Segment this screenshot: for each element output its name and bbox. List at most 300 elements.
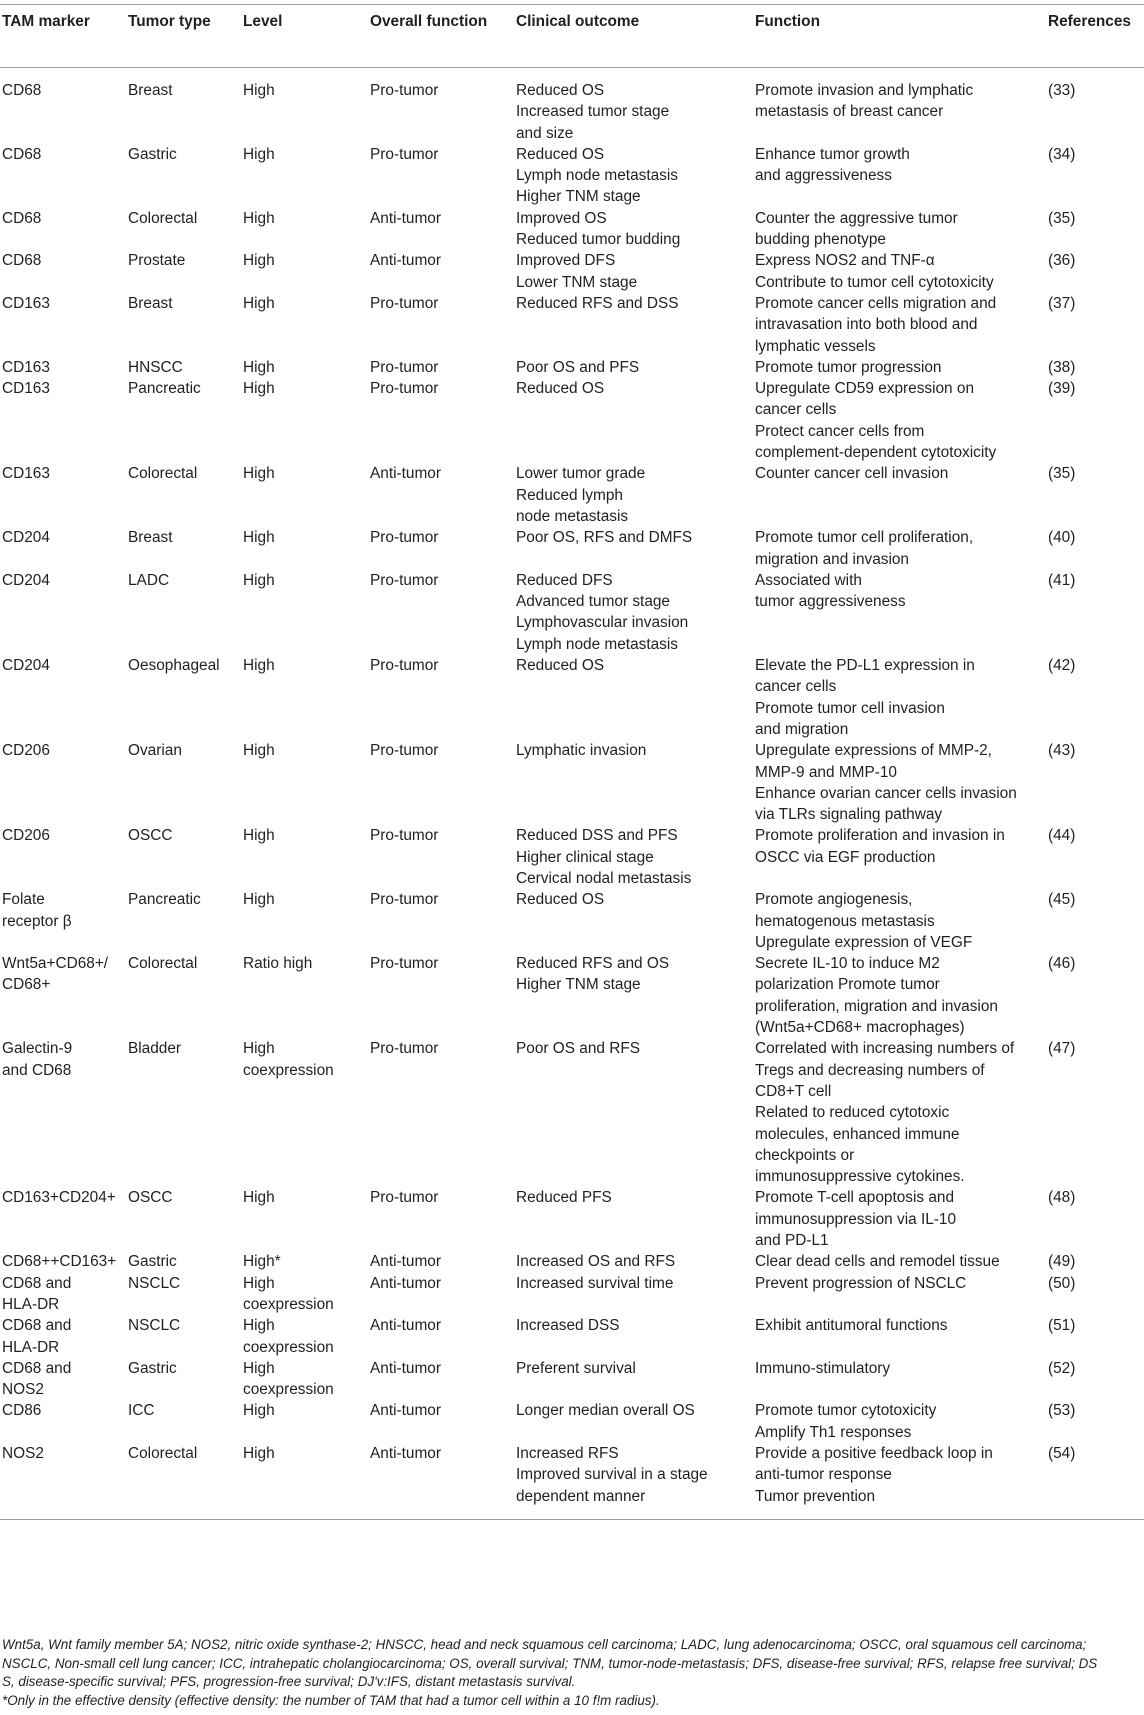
cell-tam-marker bbox=[0, 208, 128, 251]
cell-line: High bbox=[243, 252, 275, 270]
cell-line: Lymphovascular invasion bbox=[516, 614, 689, 632]
cell-line: Ratio high bbox=[243, 955, 313, 973]
cell-line: Pancreatic bbox=[128, 891, 201, 909]
cell-line: Lymphatic invasion bbox=[516, 742, 647, 760]
cell-tam-marker bbox=[0, 357, 128, 378]
cell-overall-function bbox=[370, 208, 516, 251]
cell-tam-marker bbox=[0, 1315, 128, 1358]
cell-tumor-type bbox=[128, 1038, 243, 1187]
cell-level bbox=[243, 1273, 370, 1316]
cell-level bbox=[243, 1315, 370, 1358]
cell-level bbox=[243, 1400, 370, 1443]
cell-overall-function bbox=[370, 293, 516, 357]
cell-line: ICC bbox=[128, 1402, 155, 1420]
cell-line: migration and invasion bbox=[755, 550, 909, 568]
cell-line: Pro-tumor bbox=[370, 145, 439, 163]
table-row bbox=[0, 527, 1144, 570]
cell-line: Secrete IL-10 to induce M2 bbox=[755, 955, 940, 973]
cell-reference: (36) bbox=[1048, 252, 1076, 270]
cell-line: Pancreatic bbox=[128, 380, 201, 398]
cell-line: immunosuppression via IL-10 bbox=[755, 1210, 957, 1228]
cell-line: Lower tumor grade bbox=[516, 465, 646, 483]
cell-line: CD68++CD163+ bbox=[2, 1253, 117, 1271]
cell-reference: (34) bbox=[1048, 145, 1076, 163]
cell-line: Improved DFS bbox=[516, 252, 616, 270]
table-row bbox=[0, 1038, 1144, 1187]
cell-line: High bbox=[243, 1402, 275, 1420]
cell-reference: (50) bbox=[1048, 1274, 1076, 1292]
cell-clinical-outcome bbox=[516, 1251, 755, 1272]
header-row bbox=[0, 5, 1144, 68]
cell-line: Upregulate CD59 expression on bbox=[755, 380, 975, 398]
footnote-line: NSCLC, Non-small cell lung cancer; ICC, intrahepatic cholangiocarcinoma; OS, overall survival; TNM, tumor-node-metastasis; DFS, disease-free survival; RFS, relapse free survival; DS bbox=[2, 1655, 1098, 1671]
cell-line: High bbox=[243, 294, 275, 312]
header-tam-marker: TAM marker bbox=[0, 5, 128, 68]
footnote-line: S, disease-specific survival; PFS, progression-free survival; DJ'v:IFS, distant metastasis survival. bbox=[2, 1674, 576, 1690]
cell-tumor-type bbox=[128, 953, 243, 1038]
cell-reference: (44) bbox=[1048, 827, 1076, 845]
cell-tam-marker bbox=[0, 889, 128, 953]
cell-tam-marker bbox=[0, 1187, 128, 1251]
cell-line: Associated with bbox=[755, 571, 862, 589]
cell-line: and aggressiveness bbox=[755, 167, 892, 185]
cell-line: Colorectal bbox=[128, 465, 198, 483]
cell-line: Improved survival in a stage bbox=[516, 1466, 708, 1484]
cell-line: and size bbox=[516, 124, 574, 142]
cell-level bbox=[243, 1358, 370, 1401]
header-level: Level bbox=[243, 5, 370, 68]
cell-overall-function bbox=[370, 144, 516, 208]
cell-function bbox=[755, 463, 1048, 527]
cell-reference: (46) bbox=[1048, 955, 1076, 973]
cell-clinical-outcome bbox=[516, 357, 755, 378]
cell-overall-function bbox=[370, 463, 516, 527]
table-row bbox=[0, 889, 1144, 953]
cell-level bbox=[243, 953, 370, 1038]
cell-line: Anti-tumor bbox=[370, 1317, 441, 1335]
header-clinical-outcome: Clinical outcome bbox=[516, 5, 755, 68]
cell-clinical-outcome bbox=[516, 68, 755, 144]
cell-line: via TLRs signaling pathway bbox=[755, 806, 943, 824]
cell-level bbox=[243, 1187, 370, 1251]
cell-function bbox=[755, 208, 1048, 251]
cell-line: proliferation, migration and invasion bbox=[755, 997, 998, 1015]
table-row bbox=[0, 144, 1144, 208]
cell-line: CD68 bbox=[2, 82, 42, 99]
cell-line: Wnt5a+CD68+/ bbox=[2, 955, 109, 973]
cell-line: Reduced OS bbox=[516, 891, 605, 909]
cell-tam-marker bbox=[0, 740, 128, 825]
cell-line: Immuno-stimulatory bbox=[755, 1359, 891, 1377]
cell-line: Correlated with increasing numbers of bbox=[755, 1040, 1015, 1058]
cell-reference: (41) bbox=[1048, 571, 1076, 589]
cell-line: High bbox=[243, 1189, 275, 1207]
table-row bbox=[0, 1443, 1144, 1519]
table-row bbox=[0, 570, 1144, 655]
cell-function bbox=[755, 825, 1048, 889]
cell-tumor-type bbox=[128, 655, 243, 740]
cell-tumor-type bbox=[128, 250, 243, 293]
table-row bbox=[0, 1187, 1144, 1251]
cell-clinical-outcome bbox=[516, 378, 755, 463]
cell-level bbox=[243, 889, 370, 953]
cell-line: Colorectal bbox=[128, 955, 198, 973]
cell-line: Poor OS, RFS and DMFS bbox=[516, 529, 693, 547]
cell-line: Pro-tumor bbox=[370, 657, 439, 675]
cell-line: Preferent survival bbox=[516, 1359, 636, 1377]
cell-line: molecules, enhanced immune bbox=[755, 1125, 960, 1143]
cell-line: node metastasis bbox=[516, 507, 629, 525]
cell-line: Colorectal bbox=[128, 209, 198, 227]
cell-line: HNSCC bbox=[128, 358, 183, 376]
cell-line: tumor aggressiveness bbox=[755, 593, 906, 611]
cell-line: High* bbox=[243, 1253, 281, 1271]
cell-line: checkpoints or bbox=[755, 1146, 855, 1164]
cell-function bbox=[755, 953, 1048, 1038]
cell-line: NOS2 bbox=[2, 1381, 44, 1399]
cell-tumor-type bbox=[128, 527, 243, 570]
cell-clinical-outcome bbox=[516, 1358, 755, 1401]
cell-tumor-type bbox=[128, 293, 243, 357]
cell-line: High bbox=[243, 742, 275, 760]
cell-function bbox=[755, 293, 1048, 357]
cell-overall-function bbox=[370, 1251, 516, 1272]
table-row bbox=[0, 1358, 1144, 1401]
cell-line: Pro-tumor bbox=[370, 955, 439, 973]
cell-line: CD204 bbox=[2, 571, 50, 589]
cell-level bbox=[243, 1038, 370, 1187]
cell-line: Breast bbox=[128, 529, 173, 547]
footnote-line: *Only in the effective density (effective density: the number of TAM that had a tumor cell within a 10 f!m radius). bbox=[2, 1692, 660, 1708]
cell-clinical-outcome bbox=[516, 1187, 755, 1251]
cell-line: Promote proliferation and invasion in bbox=[755, 827, 1005, 845]
cell-line: CD86 bbox=[2, 1402, 42, 1420]
cell-line: Bladder bbox=[128, 1040, 182, 1058]
cell-overall-function bbox=[370, 1315, 516, 1358]
cell-level bbox=[243, 1251, 370, 1272]
cell-line: Lymph node metastasis bbox=[516, 167, 678, 185]
cell-clinical-outcome bbox=[516, 1443, 755, 1519]
footnote-line: Wnt5a, Wnt family member 5A; NOS2, nitric oxide synthase-2; HNSCC, head and neck squamous cell carcinoma; LADC, lung adenocarcinoma; OSCC, oral squamous cell carcinoma; bbox=[2, 1637, 1087, 1652]
cell-line: coexpression bbox=[243, 1381, 334, 1399]
cell-line: CD8+T cell bbox=[755, 1082, 832, 1100]
cell-line: Pro-tumor bbox=[370, 571, 439, 589]
cell-clinical-outcome bbox=[516, 527, 755, 570]
cell-line: CD163 bbox=[2, 358, 50, 376]
cell-line: CD163 bbox=[2, 465, 50, 483]
cell-tam-marker bbox=[0, 144, 128, 208]
cell-line: Colorectal bbox=[128, 1445, 198, 1462]
cell-line: Pro-tumor bbox=[370, 827, 439, 845]
cell-overall-function bbox=[370, 953, 516, 1038]
cell-line: LADC bbox=[128, 571, 170, 589]
cell-line: hematogenous metastasis bbox=[755, 912, 935, 930]
cell-line: Provide a positive feedback loop in bbox=[755, 1445, 993, 1462]
cell-overall-function bbox=[370, 378, 516, 463]
cell-tumor-type bbox=[128, 570, 243, 655]
cell-line: cancer cells bbox=[755, 678, 837, 696]
table-row bbox=[0, 740, 1144, 825]
cell-tumor-type bbox=[128, 1251, 243, 1272]
cell-line: Reduced OS bbox=[516, 145, 605, 163]
cell-level bbox=[243, 357, 370, 378]
cell-tumor-type bbox=[128, 463, 243, 527]
cell-tumor-type bbox=[128, 1187, 243, 1251]
cell-line: Reduced OS bbox=[516, 82, 605, 99]
cell-line: Pro-tumor bbox=[370, 380, 439, 398]
tam-marker-table bbox=[0, 4, 1144, 1520]
cell-level bbox=[243, 68, 370, 144]
cell-line: Promote tumor cell invasion bbox=[755, 699, 945, 717]
cell-overall-function bbox=[370, 740, 516, 825]
cell-line: Anti-tumor bbox=[370, 1274, 441, 1292]
cell-line: and PD-L1 bbox=[755, 1232, 829, 1250]
cell-clinical-outcome bbox=[516, 655, 755, 740]
cell-function bbox=[755, 1187, 1048, 1251]
cell-line: CD68 bbox=[2, 252, 42, 270]
cell-line: Higher TNM stage bbox=[516, 188, 641, 206]
cell-line: Protect cancer cells from bbox=[755, 422, 925, 440]
cell-line: Counter cancer cell invasion bbox=[755, 465, 949, 483]
cell-clinical-outcome bbox=[516, 293, 755, 357]
cell-line: receptor β bbox=[2, 912, 72, 930]
cell-reference: (51) bbox=[1048, 1317, 1076, 1335]
cell-clinical-outcome bbox=[516, 953, 755, 1038]
cell-line: Pro-tumor bbox=[370, 1189, 439, 1207]
cell-reference: (52) bbox=[1048, 1359, 1076, 1377]
cell-line: Prostate bbox=[128, 252, 186, 270]
cell-line: coexpression bbox=[243, 1295, 334, 1313]
cell-function bbox=[755, 250, 1048, 293]
cell-line: Oesophageal bbox=[128, 657, 220, 675]
cell-line: High bbox=[243, 1317, 275, 1335]
cell-clinical-outcome bbox=[516, 1273, 755, 1316]
cell-level bbox=[243, 527, 370, 570]
cell-line: Anti-tumor bbox=[370, 1445, 441, 1462]
cell-clinical-outcome bbox=[516, 208, 755, 251]
cell-tam-marker bbox=[0, 527, 128, 570]
cell-line: High bbox=[243, 1445, 275, 1462]
cell-line: Increased survival time bbox=[516, 1274, 674, 1292]
cell-overall-function bbox=[370, 1187, 516, 1251]
cell-level bbox=[243, 463, 370, 527]
cell-line: Folate bbox=[2, 891, 45, 909]
cell-line: intravasation into both blood and bbox=[755, 316, 978, 334]
table-row bbox=[0, 463, 1144, 527]
cell-clinical-outcome bbox=[516, 144, 755, 208]
cell-tumor-type bbox=[128, 378, 243, 463]
cell-line: OSCC via EGF production bbox=[755, 848, 936, 866]
cell-line: Express NOS2 and TNF-α bbox=[755, 252, 935, 270]
cell-line: Breast bbox=[128, 82, 173, 99]
cell-line: Gastric bbox=[128, 145, 177, 163]
cell-function bbox=[755, 527, 1048, 570]
cell-line: Promote tumor cell proliferation, bbox=[755, 529, 974, 547]
cell-line: Reduced PFS bbox=[516, 1189, 612, 1207]
cell-line: Anti-tumor bbox=[370, 1253, 441, 1271]
cell-function bbox=[755, 1273, 1048, 1316]
cell-clinical-outcome bbox=[516, 825, 755, 889]
cell-level bbox=[243, 740, 370, 825]
cell-line: High bbox=[243, 465, 275, 483]
table-row bbox=[0, 250, 1144, 293]
cell-tam-marker bbox=[0, 1038, 128, 1187]
table-row bbox=[0, 1273, 1144, 1316]
cell-function bbox=[755, 1038, 1048, 1187]
cell-line: CD206 bbox=[2, 742, 50, 760]
cell-line: High bbox=[243, 82, 275, 99]
cell-line: Galectin-9 bbox=[2, 1040, 73, 1058]
cell-function bbox=[755, 357, 1048, 378]
cell-tumor-type bbox=[128, 740, 243, 825]
cell-line: Clear dead cells and remodel tissue bbox=[755, 1253, 1000, 1271]
cell-overall-function bbox=[370, 570, 516, 655]
cell-overall-function bbox=[370, 527, 516, 570]
cell-line: Reduced tumor budding bbox=[516, 231, 681, 249]
cell-line: NOS2 bbox=[2, 1445, 44, 1462]
cell-line: Poor OS and RFS bbox=[516, 1040, 641, 1058]
cell-line: Pro-tumor bbox=[370, 82, 439, 99]
cell-line: lymphatic vessels bbox=[755, 337, 876, 355]
cell-line: HLA-DR bbox=[2, 1295, 60, 1313]
cell-line: HLA-DR bbox=[2, 1338, 60, 1356]
cell-line: Anti-tumor bbox=[370, 465, 441, 483]
cell-line: Increased RFS bbox=[516, 1445, 619, 1462]
cell-line: Contribute to tumor cell cytotoxicity bbox=[755, 273, 994, 291]
cell-line: CD68 and bbox=[2, 1317, 72, 1335]
cell-line: OSCC bbox=[128, 1189, 173, 1207]
cell-line: Tumor prevention bbox=[755, 1487, 876, 1505]
cell-reference: (35) bbox=[1048, 465, 1076, 483]
cell-line: Reduced lymph bbox=[516, 486, 623, 504]
cell-function bbox=[755, 144, 1048, 208]
cell-function bbox=[755, 889, 1048, 953]
cell-line: Gastric bbox=[128, 1359, 177, 1377]
cell-overall-function bbox=[370, 825, 516, 889]
cell-clinical-outcome bbox=[516, 889, 755, 953]
cell-tumor-type bbox=[128, 144, 243, 208]
header-function: Function bbox=[755, 5, 1048, 68]
table-row bbox=[0, 655, 1144, 740]
cell-reference: (42) bbox=[1048, 657, 1076, 675]
cell-reference: (48) bbox=[1048, 1189, 1076, 1207]
cell-line: High bbox=[243, 891, 275, 909]
cell-line: Anti-tumor bbox=[370, 1359, 441, 1377]
cell-line: Anti-tumor bbox=[370, 209, 441, 227]
cell-line: Improved OS bbox=[516, 209, 607, 227]
cell-line: Upregulate expressions of MMP-2, bbox=[755, 742, 992, 760]
cell-overall-function bbox=[370, 1400, 516, 1443]
cell-line: immunosuppressive cytokines. bbox=[755, 1168, 965, 1186]
cell-level bbox=[243, 655, 370, 740]
table-row bbox=[0, 1400, 1144, 1443]
cell-function bbox=[755, 1400, 1048, 1443]
cell-line: Prevent progression of NSCLC bbox=[755, 1274, 967, 1292]
cell-reference: (40) bbox=[1048, 529, 1076, 547]
cell-line: Longer median overall OS bbox=[516, 1402, 695, 1420]
table-row bbox=[0, 208, 1144, 251]
cell-level bbox=[243, 825, 370, 889]
cell-line: Reduced RFS and OS bbox=[516, 955, 670, 973]
cell-tumor-type bbox=[128, 1400, 243, 1443]
cell-line: Amplify Th1 responses bbox=[755, 1423, 912, 1441]
cell-line: Pro-tumor bbox=[370, 742, 439, 760]
cell-function bbox=[755, 740, 1048, 825]
cell-line: Pro-tumor bbox=[370, 529, 439, 547]
cell-line: Enhance ovarian cancer cells invasion bbox=[755, 784, 1017, 802]
cell-tumor-type bbox=[128, 889, 243, 953]
cell-line: Pro-tumor bbox=[370, 1040, 439, 1058]
cell-tam-marker bbox=[0, 655, 128, 740]
cell-line: High bbox=[243, 529, 275, 547]
cell-line: Reduced RFS and DSS bbox=[516, 294, 679, 312]
header-tumor-type: Tumor type bbox=[128, 5, 243, 68]
cell-line: Reduced OS bbox=[516, 657, 605, 675]
cell-line: CD68 and bbox=[2, 1274, 72, 1292]
cell-tumor-type bbox=[128, 1315, 243, 1358]
cell-line: Promote cancer cells migration and bbox=[755, 294, 997, 312]
cell-level bbox=[243, 570, 370, 655]
cell-function bbox=[755, 1443, 1048, 1519]
cell-reference: (39) bbox=[1048, 380, 1076, 398]
cell-line: Reduced DFS bbox=[516, 571, 613, 589]
cell-line: (Wnt5a+CD68+ macrophages) bbox=[755, 1019, 965, 1037]
cell-overall-function bbox=[370, 1358, 516, 1401]
cell-line: CD204 bbox=[2, 657, 50, 675]
cell-line: Cervical nodal metastasis bbox=[516, 869, 692, 887]
cell-clinical-outcome bbox=[516, 1400, 755, 1443]
cell-line: Related to reduced cytotoxic bbox=[755, 1104, 950, 1122]
cell-line: and CD68 bbox=[2, 1061, 72, 1079]
cell-line: Gastric bbox=[128, 1253, 177, 1271]
cell-line: Increased DSS bbox=[516, 1317, 620, 1335]
cell-tam-marker bbox=[0, 1251, 128, 1272]
cell-clinical-outcome bbox=[516, 740, 755, 825]
cell-tam-marker bbox=[0, 1273, 128, 1316]
cell-line: CD163 bbox=[2, 294, 50, 312]
cell-tam-marker bbox=[0, 1358, 128, 1401]
cell-tam-marker bbox=[0, 378, 128, 463]
cell-tam-marker bbox=[0, 463, 128, 527]
cell-reference: (37) bbox=[1048, 294, 1076, 312]
cell-line: CD204 bbox=[2, 529, 50, 547]
table-footnotes bbox=[2, 1636, 1142, 1710]
cell-function bbox=[755, 655, 1048, 740]
cell-line: Higher TNM stage bbox=[516, 976, 641, 994]
cell-line: coexpression bbox=[243, 1338, 334, 1356]
cell-overall-function bbox=[370, 357, 516, 378]
cell-level bbox=[243, 293, 370, 357]
cell-line: CD68 bbox=[2, 145, 42, 163]
table-row bbox=[0, 68, 1144, 144]
cell-clinical-outcome bbox=[516, 1315, 755, 1358]
cell-line: budding phenotype bbox=[755, 231, 886, 249]
cell-line: cancer cells bbox=[755, 401, 837, 419]
cell-overall-function bbox=[370, 1038, 516, 1187]
cell-line: Increased OS and RFS bbox=[516, 1253, 676, 1271]
cell-line: Poor OS and PFS bbox=[516, 358, 640, 376]
table-row bbox=[0, 953, 1144, 1038]
cell-line: Lower TNM stage bbox=[516, 273, 638, 291]
cell-function bbox=[755, 1251, 1048, 1272]
cell-overall-function bbox=[370, 655, 516, 740]
cell-function bbox=[755, 68, 1048, 144]
cell-line: dependent manner bbox=[516, 1487, 646, 1505]
cell-line: anti-tumor response bbox=[755, 1466, 892, 1484]
table-row bbox=[0, 1251, 1144, 1272]
cell-level bbox=[243, 250, 370, 293]
header-references: References bbox=[1048, 5, 1144, 68]
